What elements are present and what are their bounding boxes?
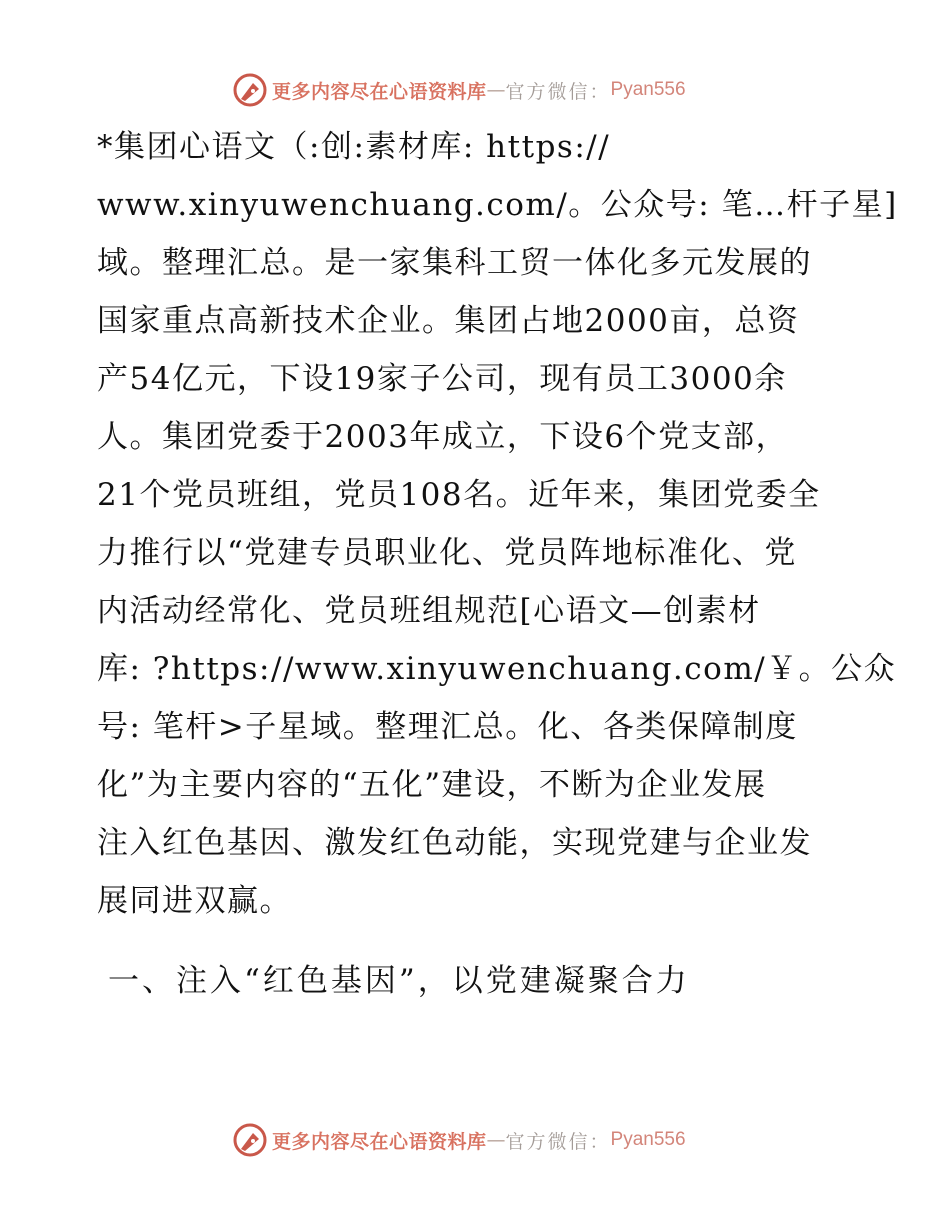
watermark-wechat-label: 官方微信： bbox=[505, 80, 611, 103]
watermark-wechat-id: Pyan556 bbox=[610, 79, 686, 100]
watermark-dash: — bbox=[486, 1129, 506, 1151]
body-line: www.xinyuwenchuang.com/。公众号: 笔…杆子星] bbox=[97, 187, 898, 223]
body-line: 化”为主要内容的“五化”建设，不断为企业发展 bbox=[97, 767, 767, 803]
watermark-dash: — bbox=[486, 79, 506, 101]
body-line: *集团心语文（:创:素材库: https:// bbox=[97, 129, 611, 165]
body-line: 内活动经常化、党员班组规范[心语文—创素材 bbox=[97, 593, 761, 629]
body-line: 人。集团党委于2003年成立，下设6个党支部， bbox=[97, 419, 789, 455]
body-line: 21个党员班组，党员108名。近年来，集团党委全 bbox=[97, 477, 821, 513]
watermark-wechat-label: 官方微信： bbox=[505, 1130, 611, 1153]
body-line: 库: ?https://www.xinyuwenchuang.com/￥。公众 bbox=[97, 651, 897, 687]
footer-watermark-banner bbox=[232, 1120, 732, 1160]
watermark-site-text: 更多内容尽在心语资料库 bbox=[272, 80, 487, 103]
body-line: 力推行以“党建专员职业化、党员阵地标准化、党 bbox=[97, 535, 797, 571]
body-line: 国家重点高新技术企业。集团占地2000亩，总资 bbox=[97, 303, 800, 339]
pen-nib-icon bbox=[232, 72, 268, 108]
body-line: 产54亿元，下设19家子公司，现有员工3000余 bbox=[97, 361, 787, 397]
watermark-site-text: 更多内容尽在心语资料库 bbox=[272, 1130, 487, 1153]
watermark-wechat-id: Pyan556 bbox=[610, 1129, 686, 1150]
header-watermark-banner bbox=[232, 70, 732, 110]
body-line: 展同进双赢。 bbox=[97, 883, 292, 919]
body-line: 注入红色基因、激发红色动能，实现党建与企业发 bbox=[97, 825, 812, 861]
body-line: 号: 笔杆>子星域。整理汇总。化、各类保障制度 bbox=[97, 709, 798, 745]
pen-nib-icon bbox=[232, 1122, 268, 1158]
section-heading: 一、注入“红色基因”，以党建凝聚合力 bbox=[108, 963, 690, 999]
body-line: 域。整理汇总。是一家集科工贸一体化多元发展的 bbox=[97, 245, 812, 281]
document-body bbox=[97, 118, 898, 930]
